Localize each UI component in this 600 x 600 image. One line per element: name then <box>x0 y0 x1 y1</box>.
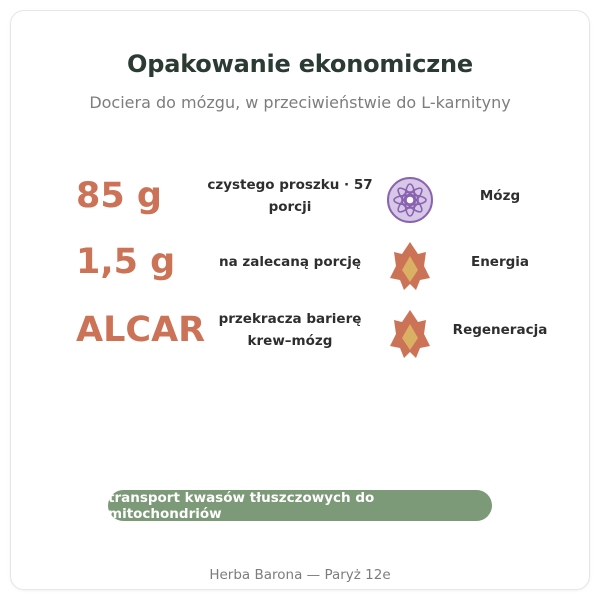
page-title: Opakowanie ekonomiczne <box>127 50 473 78</box>
stat-label: Mózg <box>479 188 521 204</box>
stat-description: na zalecaną porcję <box>218 254 362 270</box>
stat-row-size <box>0 166 600 226</box>
stat-label: Regeneracja <box>452 322 548 338</box>
stat-value: 1,5 g <box>76 242 176 282</box>
stat-value: ALCAR <box>76 310 206 350</box>
footer-text: Herba Barona — Paryż 12e <box>209 567 391 583</box>
stat-row-dose <box>0 232 600 292</box>
stat-description: czystego proszku · 57 porcji <box>207 177 373 215</box>
flame-icon <box>384 240 436 292</box>
page-subtitle: Dociera do mózgu, w przeciwieństwie do L-karnityny <box>89 93 511 112</box>
stat-row-alcar <box>0 300 600 360</box>
flame-icon <box>384 308 436 360</box>
stat-description: przekracza barierę krew–mózg <box>218 311 362 349</box>
stat-value: 85 g <box>76 176 162 216</box>
brain-flower-icon <box>384 174 436 226</box>
stat-label: Energia <box>470 254 530 270</box>
feature-badge: transport kwasów tłuszczowych do mitochondriów <box>108 490 492 521</box>
